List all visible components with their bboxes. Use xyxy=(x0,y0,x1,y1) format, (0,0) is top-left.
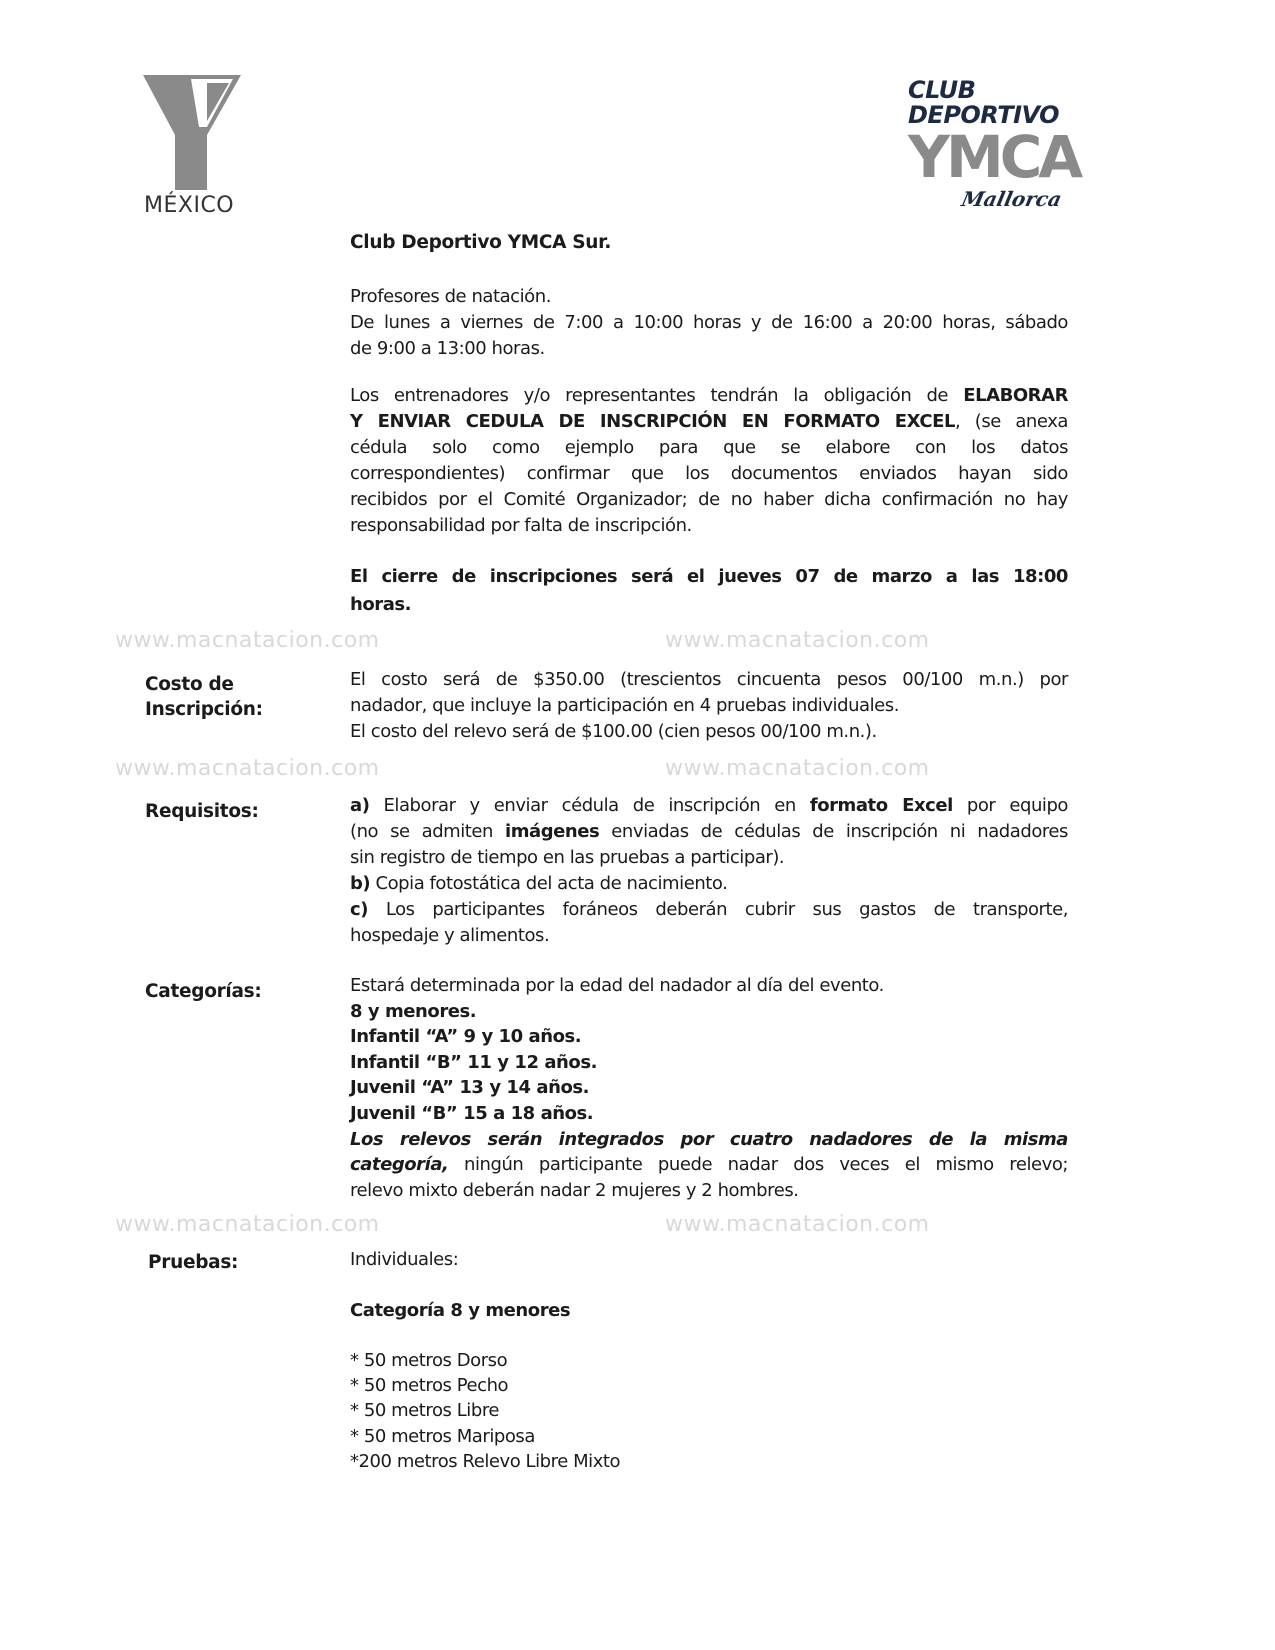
text-segment: horas. xyxy=(350,594,412,615)
text-segment: * 50 metros Mariposa xyxy=(350,1425,535,1447)
text-line xyxy=(350,487,1068,513)
text-line xyxy=(350,1101,1068,1127)
schedule-paragraph xyxy=(350,284,1068,362)
watermark: www.macnatacion.com xyxy=(665,628,930,653)
text-segment: responsabilidad por falta de inscripción. xyxy=(350,515,692,536)
text-segment: * 50 metros Libre xyxy=(350,1400,500,1422)
text-line xyxy=(350,435,1068,461)
mexico-logo-text: MÉXICO xyxy=(144,193,235,218)
logo-deportivo-text: DEPORTIVO xyxy=(908,101,1060,129)
logo-club-text: CLUB xyxy=(908,76,976,104)
text-segment: (no se admiten xyxy=(350,821,505,842)
pruebas-intro xyxy=(350,1247,1068,1273)
costo-label xyxy=(145,672,263,722)
text-segment: correspondientes) confirmar que los documentos enviados hayan sido xyxy=(350,463,1068,484)
text-line xyxy=(350,693,1068,719)
watermark: www.macnatacion.com xyxy=(115,1212,380,1237)
text-segment: sin registro de tiempo en las pruebas a participar). xyxy=(350,847,785,868)
text-line xyxy=(350,1298,1068,1324)
text-line xyxy=(350,1424,1068,1449)
text-line xyxy=(350,383,1068,409)
text-segment: cédula solo como ejemplo para que se elabore con los datos xyxy=(350,437,1068,458)
text-segment: recibidos por el Comité Organizador; de no haber dicha confirmación no hay xyxy=(350,489,1068,510)
registration-deadline xyxy=(350,563,1068,619)
logo-ymca-text: YMCA xyxy=(908,123,1080,191)
text-line xyxy=(350,1050,1068,1076)
text-segment: * 50 metros Pecho xyxy=(350,1375,509,1397)
text-line xyxy=(350,1152,1068,1178)
text-line xyxy=(350,1449,1068,1474)
text-line xyxy=(350,667,1068,693)
costo-content xyxy=(350,667,1068,745)
text-line xyxy=(350,1024,1068,1050)
text-segment: Infantil “B” 11 y 12 años. xyxy=(350,1051,597,1073)
text-line xyxy=(350,1348,1068,1373)
text-segment: Y ENVIAR CEDULA DE INSCRIPCIÓN EN FORMATO EXCEL xyxy=(350,411,955,432)
text-line xyxy=(350,719,1068,745)
text-line xyxy=(350,999,1068,1025)
text-segment: Copia fotostática del acta de nacimiento. xyxy=(370,873,728,894)
text-segment: Profesores de natación. xyxy=(350,286,551,307)
text-segment: hospedaje y alimentos. xyxy=(350,925,550,946)
categorias-label xyxy=(145,979,261,1004)
text-line xyxy=(350,336,1068,362)
text-line xyxy=(350,591,1068,619)
text-segment: por equipo xyxy=(952,795,1068,816)
text-line xyxy=(350,973,1068,999)
text-line: Inscripción: xyxy=(145,699,263,720)
pruebas-label xyxy=(148,1250,238,1275)
text-line xyxy=(350,871,1068,897)
pruebas-category-heading xyxy=(350,1298,1068,1324)
categorias-content xyxy=(350,973,1068,1203)
text-segment: de 9:00 a 13:00 horas. xyxy=(350,338,545,359)
text-segment: Los participantes foráneos deberán cubrir sus gastos de transporte, xyxy=(368,899,1068,920)
text-segment: 8 y menores. xyxy=(350,1000,477,1022)
text-segment: Los relevos serán integrados por cuatro nadadores de la misma xyxy=(350,1128,1068,1150)
text-segment: El costo será de $350.00 (trescientos cincuenta pesos 00/100 m.n.) por xyxy=(350,669,1068,690)
text-segment: De lunes a viernes de 7:00 a 10:00 horas y de 16:00 a 20:00 horas, sábado xyxy=(350,312,1068,333)
text-line: Requisitos: xyxy=(145,801,259,822)
text-line xyxy=(350,1247,1068,1273)
text-segment: Infantil “A” 9 y 10 años. xyxy=(350,1026,582,1048)
text-segment: Estará determinada por la edad del nadador al día del evento. xyxy=(350,975,884,996)
text-segment: * 50 metros Dorso xyxy=(350,1350,508,1371)
ymca-y-icon xyxy=(143,75,243,190)
text-segment: El cierre de inscripciones será el jueves 07 de marzo a las 18:00 xyxy=(350,566,1068,587)
text-segment: imágenes xyxy=(504,821,600,842)
text-line xyxy=(350,793,1068,819)
text-segment: Categoría 8 y menores xyxy=(350,1300,571,1321)
watermark: www.macnatacion.com xyxy=(115,756,380,781)
pruebas-event-list xyxy=(350,1348,1068,1474)
text-line xyxy=(350,1127,1068,1153)
obligation-paragraph xyxy=(350,383,1068,539)
text-segment: Juvenil “B” 15 a 18 años. xyxy=(350,1102,594,1124)
text-segment: El costo del relevo será de $100.00 (cien pesos 00/100 m.n.). xyxy=(350,721,877,742)
text-segment: ELABORAR xyxy=(963,385,1068,406)
watermark: www.macnatacion.com xyxy=(115,628,380,653)
text-segment: Juvenil “A” 13 y 14 años. xyxy=(350,1077,590,1099)
text-segment: , (se anexa xyxy=(955,411,1068,432)
watermark: www.macnatacion.com xyxy=(665,756,930,781)
text-line xyxy=(350,923,1068,949)
text-segment: Elaborar y enviar cédula de inscripción en xyxy=(369,795,810,816)
text-line: Costo de xyxy=(145,674,234,695)
text-segment: c) xyxy=(350,899,368,920)
text-line: Categorías: xyxy=(145,981,262,1002)
text-segment: *200 metros Relevo Libre Mixto xyxy=(350,1450,621,1472)
text-line xyxy=(350,1373,1068,1398)
text-segment: Los entrenadores y/o representantes tendrán la obligación de xyxy=(350,385,964,406)
text-segment: Individuales: xyxy=(350,1249,459,1270)
text-line xyxy=(350,284,1068,310)
text-segment: enviadas de cédulas de inscripción ni nadadores xyxy=(599,821,1068,842)
text-line xyxy=(350,819,1068,845)
text-line xyxy=(350,461,1068,487)
requisitos-label xyxy=(145,799,259,824)
text-segment: nadador, que incluye la participación en 4 pruebas individuales. xyxy=(350,695,900,716)
watermark: www.macnatacion.com xyxy=(665,1212,930,1237)
text-segment: ningún participante puede nadar dos veces el mismo relevo; xyxy=(448,1154,1068,1176)
text-line xyxy=(350,897,1068,923)
text-segment: b) xyxy=(350,873,371,894)
text-line xyxy=(350,1398,1068,1423)
text-line xyxy=(350,1075,1068,1101)
text-line xyxy=(350,310,1068,336)
requisitos-content xyxy=(350,793,1068,949)
document-title: Club Deportivo YMCA Sur. xyxy=(350,232,612,253)
text-line xyxy=(350,1178,1068,1204)
text-segment: relevo mixto deberán nadar 2 mujeres y 2 hombres. xyxy=(350,1179,799,1201)
text-line xyxy=(350,409,1068,435)
logo-mallorca-text: Mallorca xyxy=(959,187,1064,211)
text-line xyxy=(350,845,1068,871)
text-line xyxy=(350,513,1068,539)
text-segment: a) xyxy=(350,795,370,816)
text-segment: categoría, xyxy=(350,1154,449,1176)
text-line xyxy=(350,563,1068,591)
text-segment: formato Excel xyxy=(809,795,953,816)
text-line: Pruebas: xyxy=(148,1252,239,1273)
